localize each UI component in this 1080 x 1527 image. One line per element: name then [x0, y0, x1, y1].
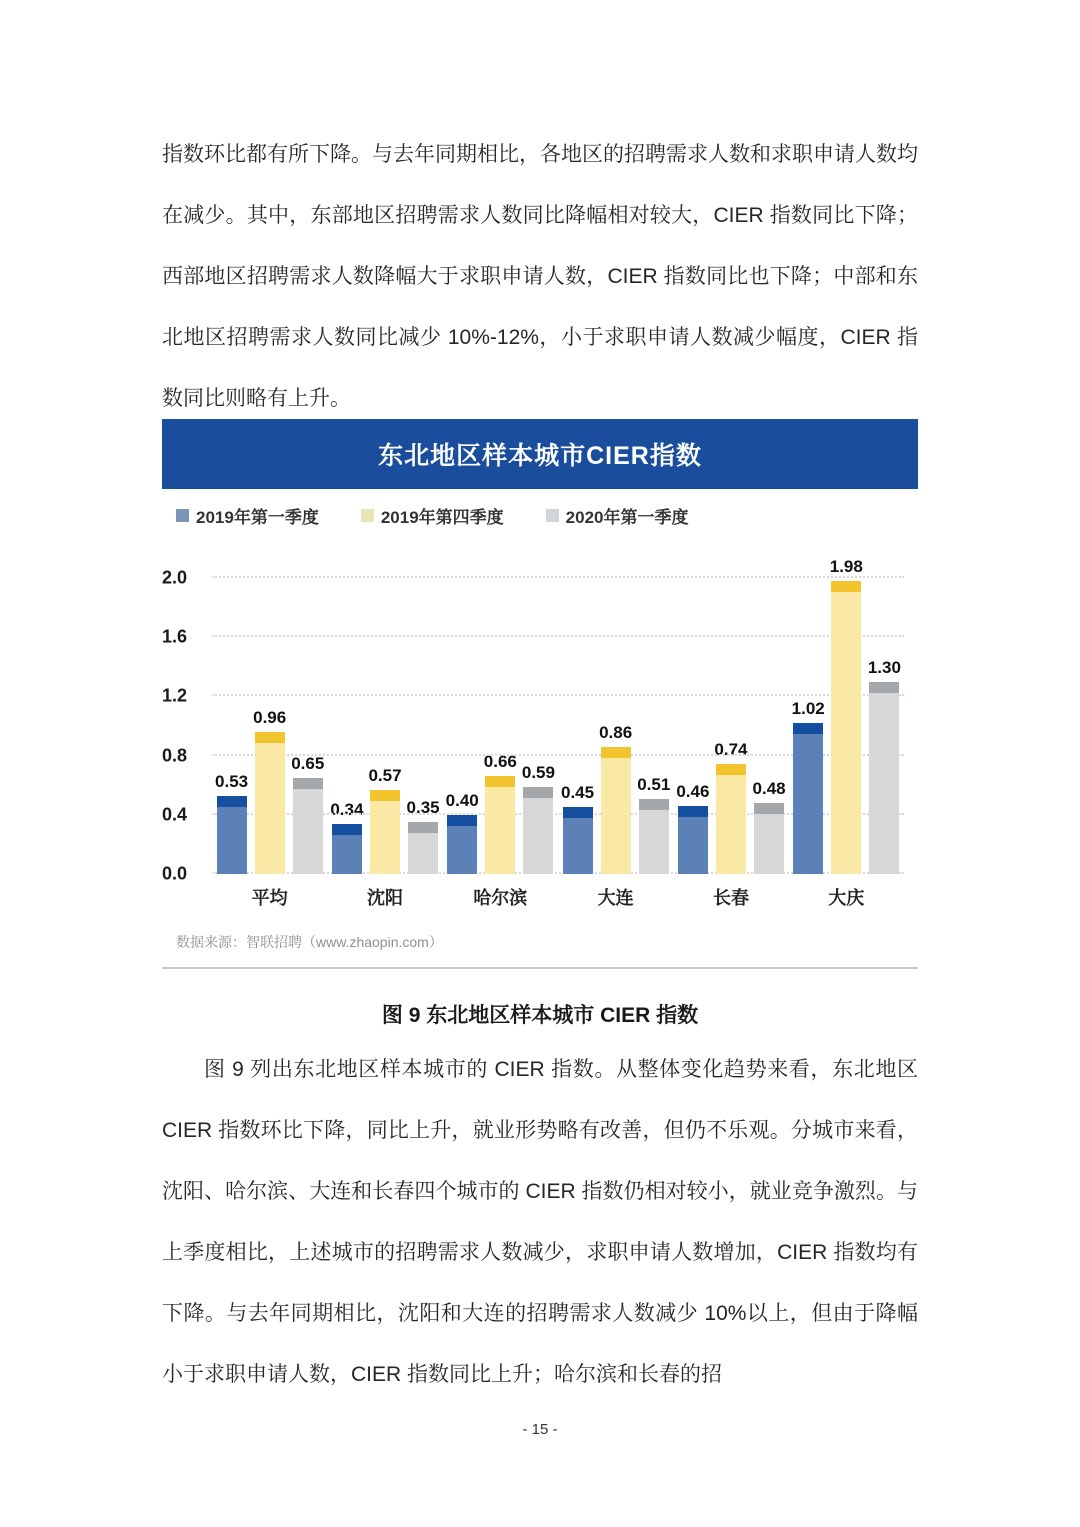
bar [332, 824, 362, 874]
x-category-label: 哈尔滨 [473, 888, 528, 908]
bar [601, 747, 631, 874]
y-tick-label: 0.0 [162, 863, 188, 884]
bar-value-label: 0.65 [291, 754, 325, 773]
x-category-label: 沈阳 [366, 888, 403, 908]
bar [678, 806, 708, 874]
bar-column [215, 772, 248, 874]
legend-item [546, 503, 689, 528]
bar-cap [408, 822, 438, 833]
bar-column [792, 699, 825, 874]
bar-cap [293, 778, 323, 789]
bar [293, 778, 323, 874]
bar-cap [793, 723, 823, 734]
bar-cap [217, 796, 247, 807]
bar-cap [255, 732, 285, 743]
bar-cap [332, 824, 362, 835]
bar-column [522, 763, 555, 874]
cier-chart-card [162, 419, 918, 969]
bar-column [676, 782, 709, 874]
chart-source-row [162, 932, 918, 969]
bar [523, 787, 553, 874]
bar-value-label: 0.53 [215, 772, 249, 791]
bar-cap [869, 682, 899, 693]
bar-value-label: 0.45 [561, 783, 595, 802]
chart-source-text: 数据来源：智联招聘（www.zhaopin.com） [176, 934, 443, 950]
bar-column [714, 740, 747, 874]
bar-cap [563, 807, 593, 818]
bar-group [789, 538, 904, 874]
grid-line [212, 635, 904, 637]
bar-column [599, 723, 632, 874]
bar-column [291, 754, 324, 874]
legend-item [176, 503, 319, 528]
bar-cap [485, 776, 515, 787]
bar-cap [370, 790, 400, 801]
bar-group [327, 538, 442, 874]
bar-value-label: 1.02 [791, 699, 825, 718]
bar-group [212, 538, 327, 874]
bar [716, 764, 746, 874]
bar [563, 807, 593, 874]
chart-legend [162, 489, 918, 530]
bar-value-label: 0.59 [521, 763, 555, 782]
bar-column [330, 800, 363, 874]
bar-cap [831, 581, 861, 592]
bar-value-label: 0.35 [406, 798, 440, 817]
y-tick-label: 1.6 [162, 626, 188, 647]
bar-value-label: 0.96 [253, 708, 287, 727]
bar-cap [716, 764, 746, 775]
bar [370, 790, 400, 874]
bar-value-label: 0.51 [637, 775, 671, 794]
bar-group [558, 538, 673, 874]
x-category-label: 大庆 [828, 888, 865, 908]
bar-column [561, 783, 594, 874]
bar [639, 799, 669, 874]
bar [793, 723, 823, 874]
x-category-label: 长春 [712, 888, 749, 908]
bar-value-label: 0.48 [752, 779, 786, 798]
chart-title-banner [162, 419, 918, 489]
bar-value-label: 0.34 [330, 800, 364, 819]
legend-swatch-icon [546, 509, 559, 522]
bar [408, 822, 438, 874]
bar-column [753, 779, 786, 874]
bar-column [253, 708, 286, 874]
bar-column [446, 791, 479, 874]
bar-cap [447, 815, 477, 826]
bar-value-label: 1.30 [867, 658, 901, 677]
bar-value-label: 0.46 [676, 782, 710, 801]
bar-value-label: 1.98 [829, 557, 863, 576]
bar-column [407, 798, 440, 874]
bar [255, 732, 285, 874]
legend-item [361, 503, 504, 528]
bar-value-label: 0.40 [445, 791, 479, 810]
bar-column [830, 557, 863, 874]
figure-caption: 图 9 东北地区样本城市 CIER 指数 [381, 1004, 699, 1027]
bar [869, 682, 899, 874]
bar-cap [678, 806, 708, 817]
bar-column [637, 775, 670, 874]
bar-column [484, 752, 517, 874]
bar [831, 581, 861, 874]
legend-label: 2020年第一季度 [565, 508, 689, 527]
chart-title: 东北地区样本城市CIER指数 [378, 442, 702, 470]
y-tick-label: 1.2 [162, 685, 188, 706]
y-tick-label: 0.8 [162, 745, 188, 766]
bar [447, 815, 477, 874]
legend-label: 2019年第四季度 [380, 508, 504, 527]
chart-plot-outer [162, 530, 918, 910]
bar [217, 796, 247, 874]
page-number: - 15 - [522, 1421, 558, 1438]
bar-cap [523, 787, 553, 798]
bar-value-label: 0.86 [599, 723, 633, 742]
y-tick-label: 0.4 [162, 804, 188, 825]
legend-swatch-icon [361, 509, 374, 522]
bar-value-label: 0.74 [714, 740, 748, 759]
bar-group [673, 538, 788, 874]
bar [485, 776, 515, 874]
chart-x-axis [212, 874, 904, 910]
bar-value-label: 0.57 [368, 766, 402, 785]
bar-cap [754, 803, 784, 814]
paragraph-bottom: 图 9 列出东北地区样本城市的 CIER 指数。从整体变化趋势来看，东北地区 CIER 指数环比下降，同比上升，就业形势略有改善，但仍不乐观。分城市来看，沈阳、哈尔滨、大连和长春四个城市的 CIER 指数仍相对较小，就业竞争激烈。与上季度相比，上述城市的招聘需求人数减少，求职申请人数增加，CIER 指数均有下降。与去年同期相比，沈阳和大连的招聘需求人数减少 10%以上，但由于降幅小于求职申请人数，CIER 指数同比上升；哈尔滨和长春的招 [162, 1058, 918, 1386]
bar-column [868, 658, 901, 874]
legend-label: 2019年第一季度 [196, 508, 319, 527]
grid-line [212, 694, 904, 696]
bar-column [368, 766, 401, 874]
bar-group [443, 538, 558, 874]
chart-plot-area [162, 538, 904, 884]
bar [754, 803, 784, 874]
paragraph-top: 指数环比都有所下降。与去年同期相比，各地区的招聘需求人数和求职申请人数均在减少。其中，东部地区招聘需求人数同比降幅相对较大，CIER 指数同比下降；西部地区招聘需求人数降幅大于求职申请人数，CIER 指数同比也下降；中部和东北地区招聘需求人数同比减少 10%-12%，小于求职申请人数减少幅度，CIER 指数同比则略有上升。 [162, 143, 918, 410]
bar-cap [639, 799, 669, 810]
bar-cap [601, 747, 631, 758]
bar-groups [212, 538, 904, 874]
legend-swatch-icon [176, 509, 189, 522]
x-category-label: 平均 [251, 888, 288, 908]
x-category-label: 大连 [597, 888, 634, 908]
grid-line [212, 576, 904, 578]
bar-value-label: 0.66 [483, 752, 517, 771]
y-tick-label: 2.0 [162, 567, 188, 588]
